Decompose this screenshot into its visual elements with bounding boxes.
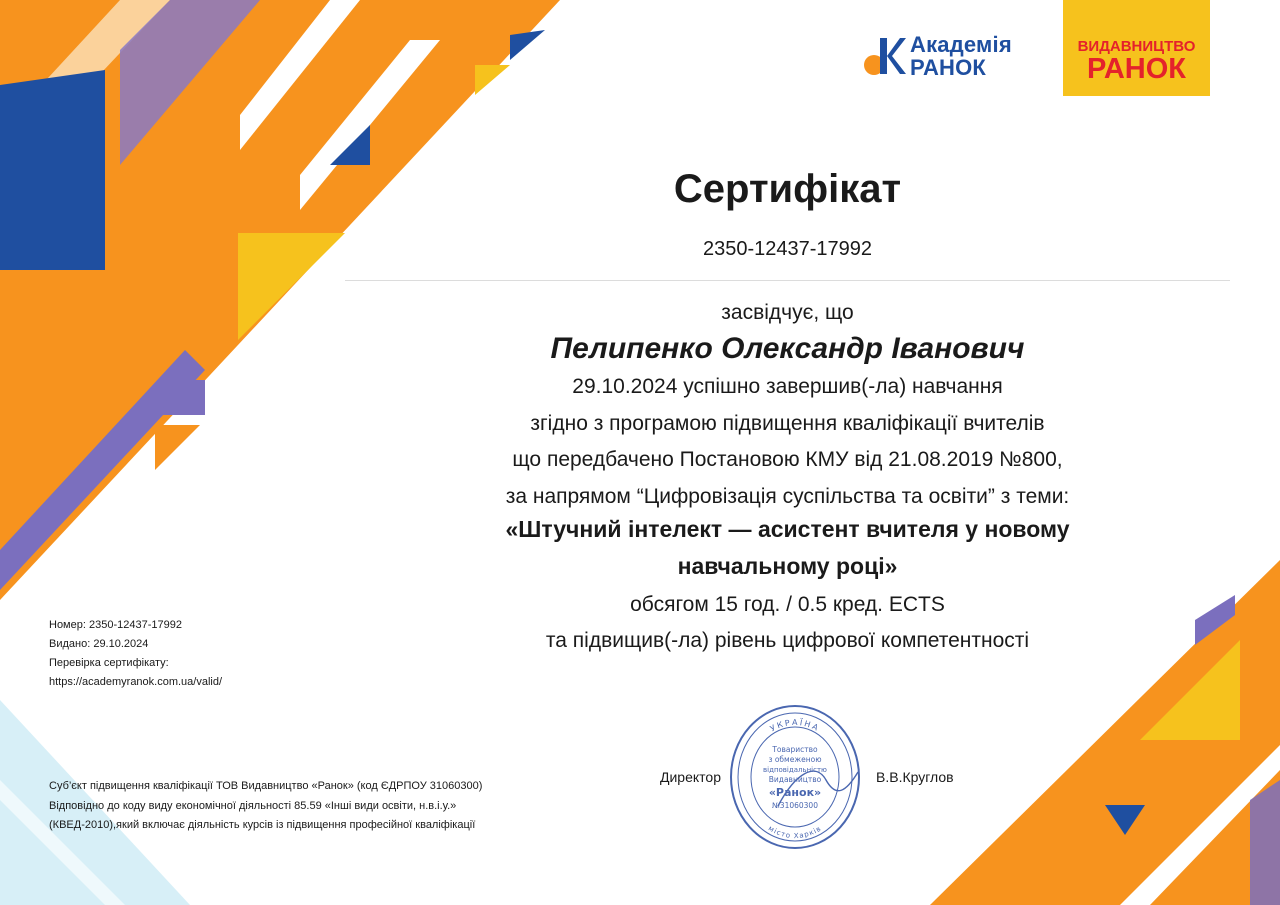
legal-footer	[49, 777, 482, 836]
academy-logo-text-1: Академія	[910, 32, 1012, 57]
academy-logo-icon	[862, 34, 906, 78]
footer-line: Відповідно до коду виду економічної діяльності 85.59 «Інші види освіти, н.в.і.у.»	[49, 799, 457, 812]
academy-ranok-logo	[860, 30, 1030, 82]
signature-role: Директор	[660, 769, 721, 785]
volume-line: та підвищив(-ла) рівень цифрової компетентності	[545, 629, 1030, 652]
deco-purple-br	[1250, 780, 1280, 905]
course-volume	[395, 587, 1180, 659]
footer-line: (КВЕД-2010),який включає діяльність курсів із підвищення професійної кваліфікації	[49, 819, 476, 831]
deco-blue-square	[0, 70, 105, 270]
certificate-body	[395, 369, 1180, 515]
svg-text:УКРАЇНА	[769, 717, 822, 733]
recipient-name: Пелипенко Олександр Іванович	[550, 332, 1025, 365]
side-info-check-link[interactable]: https://academyranok.com.ua/valid/	[49, 676, 223, 688]
side-info-number: Номер: 2350-12437-17992	[49, 619, 182, 631]
topic-line: навчальному році»	[677, 553, 898, 579]
certificate-number: 2350-12437-17992	[702, 238, 873, 260]
official-stamp	[726, 702, 864, 852]
divider	[345, 280, 1230, 281]
stamp-line: Товариство	[772, 745, 818, 754]
deco-yellow-small	[475, 65, 510, 95]
body-line: за напрямом “Цифровізація суспільства та освіти” з теми:	[505, 484, 1070, 508]
certificate-side-info	[49, 616, 222, 692]
side-info-issued: Видано: 29.10.2024	[49, 638, 149, 650]
publisher-ranok-logo	[1063, 0, 1210, 96]
stamp-line: з обмеженою	[768, 755, 822, 764]
deco-orange-small-left	[155, 425, 200, 470]
signature-name: В.В.Круглов	[876, 769, 954, 785]
deco-navy-small	[510, 30, 545, 60]
stamp-top-text: УКРАЇНА	[768, 717, 822, 734]
side-info-check-label: Перевірка сертифікату:	[49, 657, 169, 669]
body-line: згідно з програмою підвищення кваліфікації вчителів	[530, 411, 1045, 435]
publisher-logo-text-1: ВИДАВНИЦТВО	[1077, 38, 1196, 55]
body-line: що передбачено Постановою КМУ від 21.08.2019 №800,	[512, 448, 1063, 471]
certificate-title: Сертифікат	[673, 167, 902, 211]
stamp-bottom-text: місто Харків	[766, 824, 824, 841]
stamp-line: Видавництво	[768, 775, 822, 784]
body-line: 29.10.2024 успішно завершив(-ла) навчання	[572, 375, 1003, 398]
academy-logo-text-2: РАНОК	[910, 55, 987, 80]
stamp-line: №31060300	[772, 801, 818, 810]
certifies-text: засвідчує, що	[721, 301, 854, 324]
topic-line: «Штучний інтелект — асистент вчителя у новому	[505, 516, 1070, 542]
publisher-logo-text-2: РАНОК	[1087, 53, 1186, 85]
course-topic	[395, 511, 1180, 585]
stamp-line: «Ранок»	[768, 786, 822, 799]
stamp-line: відповідальністю	[763, 766, 827, 774]
volume-line: обсягом 15 год. / 0.5 кред. ECTS	[630, 593, 945, 616]
footer-line: Суб’єкт підвищення кваліфікації ТОВ Видавництво «Ранок» (код ЄДРПОУ 31060300)	[49, 780, 483, 792]
